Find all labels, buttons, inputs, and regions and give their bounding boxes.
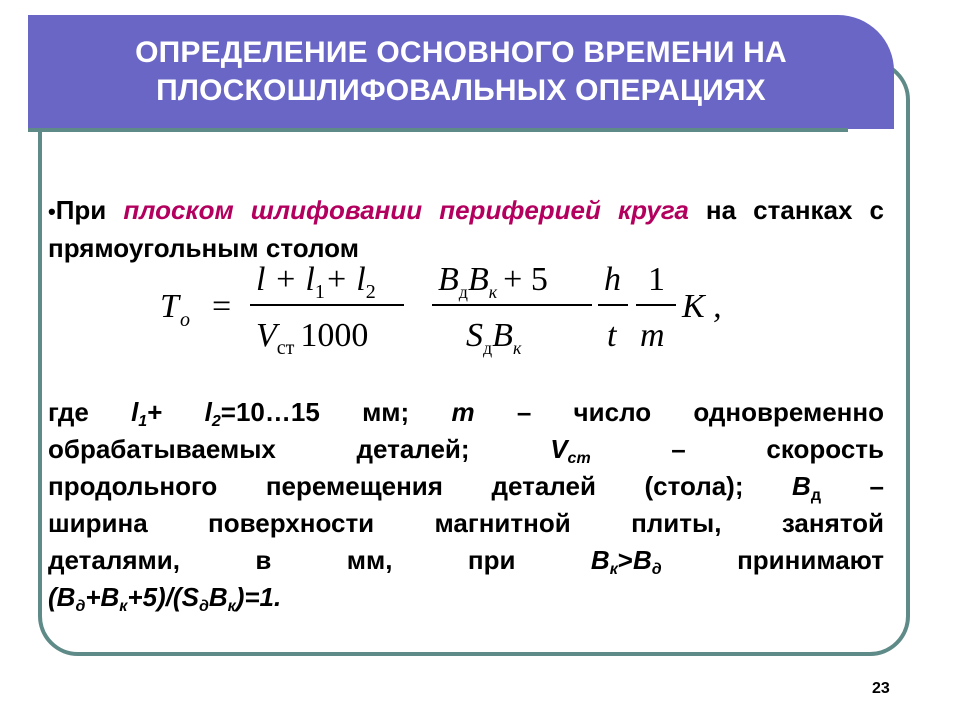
bullet-paragraph [48,192,884,266]
frac1-den: $V_{ст}$ 1000 [256,317,369,358]
title-line-1: ОПРЕДЕЛЕНИЕ ОСНОВНОГО ВРЕМЕНИ НА [135,36,787,69]
formula-lhs: T [160,288,179,325]
frac4-den: m [640,317,665,354]
frac2-den: $S_дB_к$ [466,317,522,358]
bullet-intro: При [55,195,107,225]
formula-tail: K , [682,288,722,325]
bullet-highlight: плоском шлифовании периферией круга [123,195,689,225]
frac3-den: t [607,317,617,354]
page-number: 23 [872,680,890,697]
bullet-marker: • [48,199,56,224]
title-underline [28,128,848,132]
formula-lhs-sub: o [180,309,190,331]
frac1-num: $l + l_1+ l_2$ [256,261,376,303]
title-line-2: ПЛОСКОШЛИФОВАЛЬНЫХ ОПЕРАЦИЯХ [156,74,766,107]
title-banner [28,15,894,129]
def-line-3: продольного перемещения деталей (стола); $B_д$ – [48,471,884,504]
def-line-1: где $l_1+$ $l_2=10\dots 15$ мм; m – число одновременно [48,397,884,430]
time-formula [160,258,760,358]
def-line-5: деталями, в мм, при $B_к>B_д$ принимают [48,545,884,578]
def-line-4: ширина поверхности магнитной плиты, занятой [48,508,884,538]
def-line-6: $(B_д+B_к+5)/(S_дB_к)=1$. [48,582,282,615]
def-line-2: обрабатываемых деталей; $V_{ст}$ – скорость [48,434,884,467]
frac3-num: h [604,261,621,298]
bullet-after: на станках с прямоугольным столом [48,195,884,263]
formula-svg [160,258,760,358]
definitions-paragraph [48,394,884,616]
frac4-num: 1 [648,261,665,298]
frac2-num: $B_дB_к + 5$ [438,261,548,302]
formula-eq: = [212,288,232,325]
